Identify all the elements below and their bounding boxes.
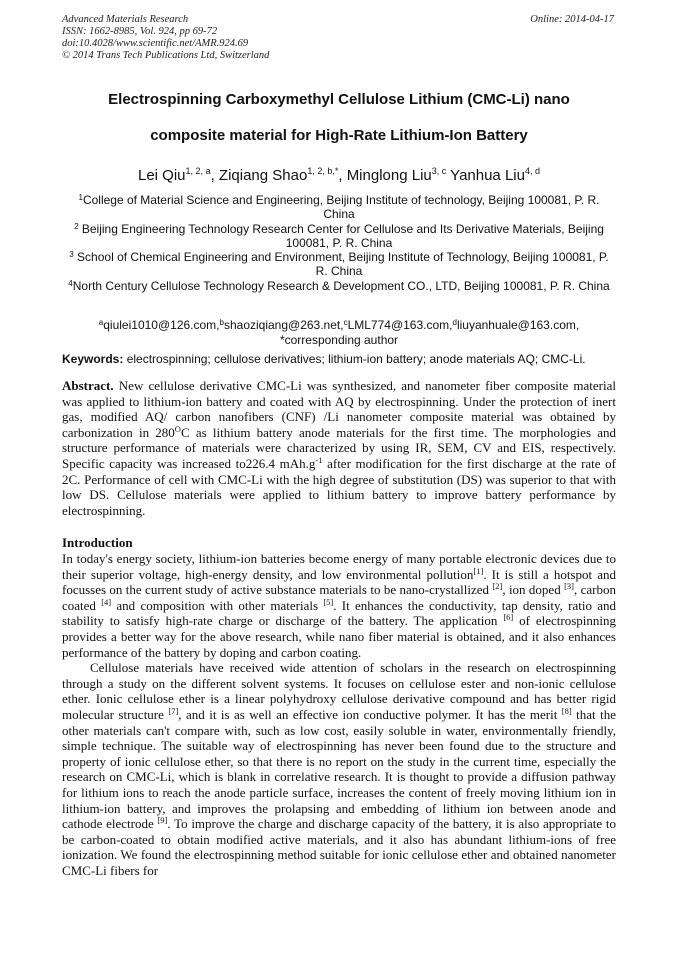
paper-title-line-1: Electrospinning Carboxymethyl Cellulose Lithium (CMC-Li) nano [108, 91, 570, 108]
author-name: Yanhua Liu [450, 167, 525, 184]
author-sup: 1, 2, b,* [307, 166, 339, 176]
journal-header [62, 14, 269, 62]
citation[interactable]: [7] [168, 705, 179, 716]
email-link[interactable]: qiulei1010@126.com, [103, 318, 220, 332]
abstract-label: Abstract. [62, 378, 114, 393]
affiliation: $^1$College of Material Science and Engineering, Beijing Institute of technology, Beijing 100081, P. R. China [78, 193, 600, 222]
paragraph: In today's energy society, lithium-ion batteries become energy of many portable electronic devices due to their superior voltage, high-energy density, and low environmental pollution[1]. It is still a hotspot and focusses on the current study of active substance materials to be nano-crystallized [2], ion doped [3], carbon coated [4] and composition with other materials [5]. It enhances the conductivity, tap density, ratio and stability to satisfy high-rate charge or discharge of the battery. The application [6] of electrospinning provides a better way for the above research, while nano fiber material is obtained, and it also enhances performance of the battery by doping and carbon coating. [62, 551, 616, 660]
citation[interactable]: [2] [492, 581, 503, 592]
paper-title-line-2: composite material for High-Rate Lithium-Ion Battery [150, 127, 528, 144]
email-list: $^a$qiulei1010@126.com,$^b$shaoziqiang@263.net,$^c$LML774@163.com,$^d$liuyanhuale@163.com, *corresponding author [98, 318, 580, 347]
citation[interactable]: [9] [157, 815, 168, 826]
citation[interactable]: [6] [503, 612, 514, 623]
citation[interactable]: [3] [564, 581, 574, 592]
corresponding-author-note: *corresponding author [279, 332, 399, 347]
citation[interactable]: [4] [101, 596, 112, 607]
email-link[interactable]: LML774@163.com, [347, 318, 453, 332]
journal-name: Advanced Materials Research [62, 14, 189, 25]
citation[interactable]: [8] [561, 705, 572, 716]
keywords-text: electrospinning; cellulose derivatives; lithium-ion battery; anode materials AQ; CMC-Li. [123, 352, 586, 366]
author-list [30, 167, 648, 185]
doi-line: doi:10.4028/www.scientific.net/AMR.924.69 [62, 38, 249, 49]
section-heading-introduction: Introduction [62, 535, 133, 550]
author-sup: 1, 2, a [185, 166, 211, 176]
copyright-line: © 2014 Trans Tech Publications Ltd, Switzerland [62, 50, 270, 61]
affiliation: $^2$ Beijing Engineering Technology Research Center for Cellulose and Its Derivative Materials, Beijing 100081, P. R. China [74, 221, 604, 250]
author-sup: 4, d [524, 166, 540, 176]
email-link[interactable]: liuyanhuale@163.com, [456, 318, 580, 332]
issn-line: ISSN: 1662-8985, Vol. 924, pp 69-72 [62, 26, 218, 37]
online-date: Online: 2014-04-17 [530, 14, 614, 25]
abstract: Abstract. New cellulose derivative CMC-Li was synthesized, and nanometer fiber composite material was applied to lithium-ion battery and coated with AQ by electrospinning. Under the protection of inert gas, modified AQ/ carbon nanofibers (CNF) /Li nanometer composite material was obtained by carbonization in $280^OC$ as lithium battery anode materials for the first time. The morphologies and structure performance of materials were characterized by using IR, SEM, CV and EIS, respectively. Specific capacity was increased to226.4 $mAh.g^{-1}$ after modification for the first discharge at the rate of 2C. Performance of cell with CMC-Li with the high degree of substitution (DS) was superior to that with low DS. Cellulose materials were applied to lithium battery to improve battery performance by electrospinning. [62, 378, 616, 518]
email-link[interactable]: shaoziqiang@263.net, [223, 318, 344, 332]
introduction-body [62, 551, 616, 878]
author-name: Ziqiang Shao [218, 167, 308, 184]
citation[interactable]: [5] [323, 596, 334, 607]
author-name: Minglong Liu [346, 167, 432, 184]
affiliation: $^4$North Century Cellulose Technology Research & Development CO., LTD, Beijing 100081, P. R. China [68, 278, 610, 293]
author-name: Lei Qiu [138, 167, 186, 184]
author-sup: 3, c [431, 166, 447, 176]
paragraph: Cellulose materials have received wide attention of scholars in the research on electrospinning through a study on the different solvent systems. It focuses on cellulose ester and non-ionic cellulose ether. Ionic cellulose ether is a linear polyhydroxy cellulose derivative compound and has better rigid molecular structure [7], and it is as well an effective ion conductive polymer. It has the merit [8] that the other materials can't compare with, such as low cost, easily soluble in water, environmentally friendly, simple technique. The suitable way of electrospinning has never been found due to the structure and property of ionic cellulose ether, so that there is no report on the study in the current time, especially the research on CMC-Li, which is blank in correlative research. It is thought to provide a diffusion pathway for lithium ions to reach the anode particle surface, increases the content of freely moving lithium ion in lithium-ion battery, and improves the prolapsing and embedding of lithium ion between anode and cathode electrode [9]. To improve the charge and discharge capacity of the battery, it is also appropriate to be carbon-coated to obtain modified active materials, and it also has abundant lithium-ions of free ionization. We found the electrospinning method suitable for ionic cellulose ether and obtained nanometer CMC-Li fibers for [62, 660, 616, 878]
affiliation-list [62, 193, 616, 293]
keywords-label: Keywords: [62, 352, 124, 366]
author-sep: , [338, 167, 347, 184]
affiliation: $^3$ School of Chemical Engineering and Environment, Beijing Institute of Technology, Beijing 100081, P. R. China [69, 250, 609, 279]
author-sep: , [210, 167, 219, 184]
citation[interactable]: [1] [473, 565, 484, 576]
keywords [62, 352, 622, 366]
